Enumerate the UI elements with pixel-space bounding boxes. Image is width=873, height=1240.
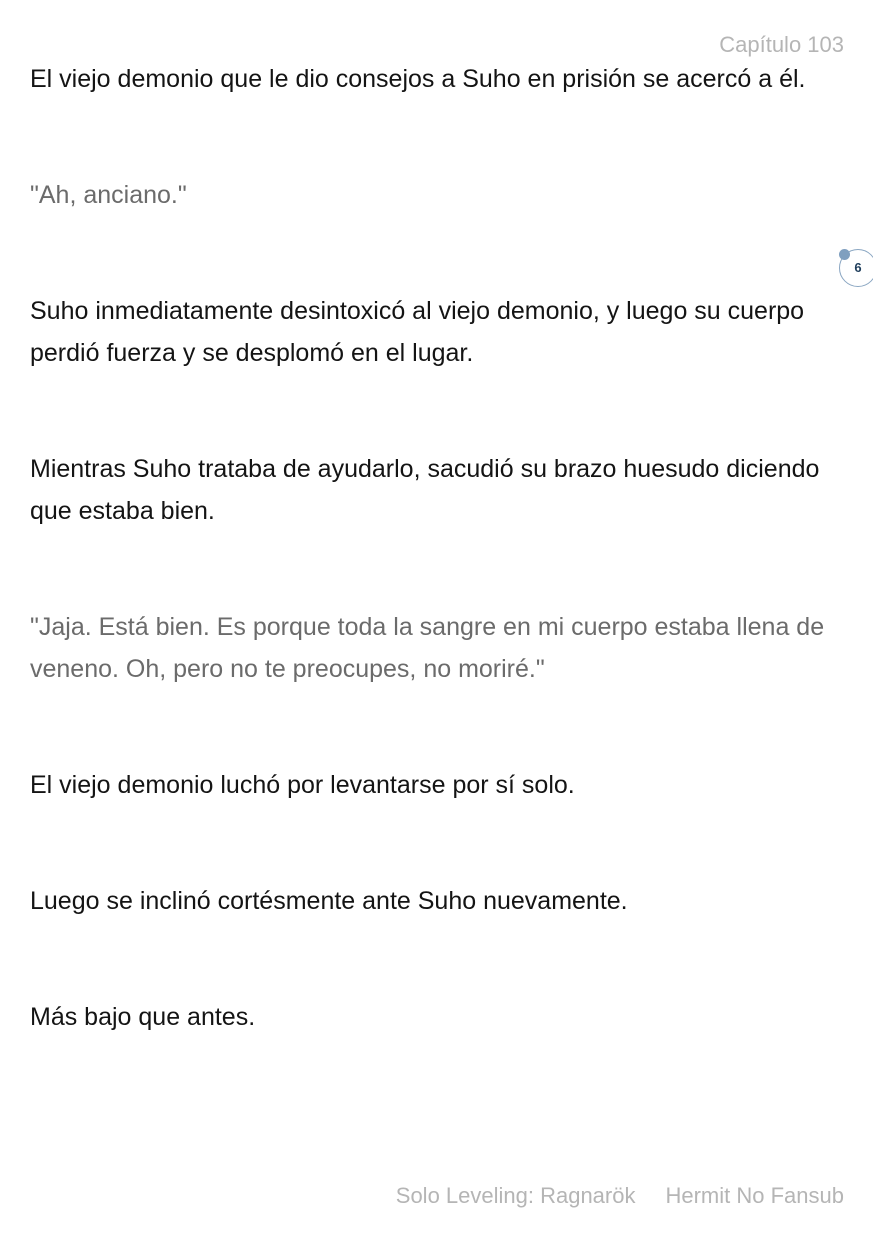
page-number: 6 [854,260,862,275]
reading-content [30,58,842,1112]
translator-credit: Hermit No Fansub [665,1183,844,1208]
paragraph: Suho inmediatamente desintoxicó al viejo demonio, y luego su cuerpo perdió fuerza y se desplomó en el lugar. [30,297,805,367]
book-title: Solo Leveling: Ragnarök [395,1183,636,1208]
page-footer [396,1182,844,1210]
dialogue-paragraph: "Jaja. Está bien. Es porque toda la sangre en mi cuerpo estaba llena de veneno. Oh, pero no te preocupes, no moriré." [30,613,825,683]
dialogue-paragraph: "Ah, anciano." [30,181,187,209]
page-indicator-button[interactable] [839,249,873,287]
chapter-header: Capítulo 103 [719,32,844,57]
paragraph: Luego se inclinó cortésmente ante Suho nuevamente. [30,887,628,915]
paragraph: Más bajo que antes. [30,1003,256,1031]
paragraph: Mientras Suho trataba de ayudarlo, sacudió su brazo huesudo diciendo que estaba bien. [30,455,820,525]
paragraph: El viejo demonio que le dio consejos a Suho en prisión se acercó a él. [30,65,806,93]
paragraph: El viejo demonio luchó por levantarse por sí solo. [30,771,575,799]
